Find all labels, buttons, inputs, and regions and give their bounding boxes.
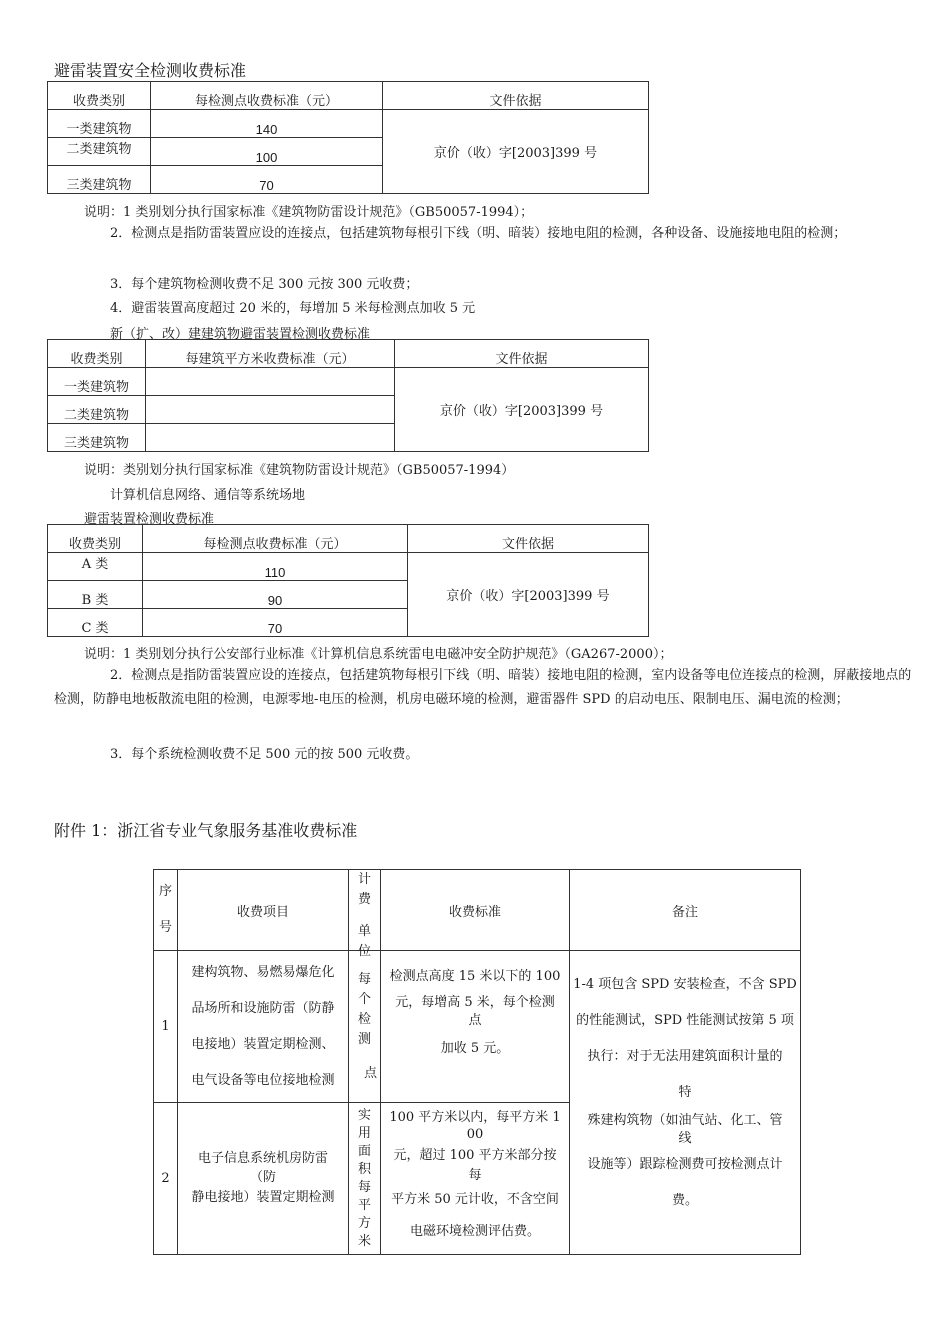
note-4: 4．避雷装置高度超过 20 米的，每增加 5 米每检测点加收 5 元 (110, 301, 476, 316)
row-item (178, 951, 349, 1103)
header-fee: 每建筑平方米收费标准（元） (146, 340, 395, 368)
item-line: 电气设备等电位接地检测 (191, 1072, 335, 1088)
unit-char: 每 (357, 1180, 371, 1195)
item-line: 建构筑物、易燃易爆危化 (191, 964, 335, 980)
unit-char: 个 (357, 991, 371, 1007)
remark-line: 1-4 项包含 SPD 安装检查，不含 SPD (573, 977, 797, 992)
row-category: 三类建筑物 (48, 166, 151, 194)
row-fee (146, 424, 395, 452)
section3-note-3: 3．每个系统检测收费不足 500 元的按 500 元收费。 (110, 747, 419, 762)
note-3: 3．每个建筑物检测收费不足 300 元按 300 元收费； (110, 277, 419, 292)
unit-char: 积 (357, 1162, 371, 1177)
section3-note-1: 说明：1 类别划分执行公安部行业标准《计算机信息系统雷电电磁冲安全防护规范》（GA267-2000）； (84, 647, 673, 662)
row-category: A 类 (48, 553, 143, 581)
basis-cell: 京价（收）字[2003]399 号 (395, 368, 649, 452)
row-category: B 类 (48, 581, 143, 609)
unit-char: 平 (357, 1198, 371, 1213)
row-category: C 类 (48, 609, 143, 637)
remark-line: 费。 (671, 1193, 698, 1208)
section3-table (47, 524, 649, 637)
unit-char: 每 (357, 971, 371, 987)
header-unit-gap (349, 910, 380, 922)
section1-table (47, 81, 649, 194)
row-seq: 1 (154, 951, 178, 1103)
item-line: 电接地）装置定期检测、 (191, 1036, 335, 1052)
header-unit-char: 位 (357, 944, 371, 959)
appendix-title: 附件 1：浙江省专业气象服务基准收费标准 (54, 821, 358, 840)
unit-char: 测 (357, 1031, 371, 1047)
standard-line: 加收 5 元。 (440, 1041, 510, 1056)
unit-char: 检 (357, 1011, 371, 1027)
row-standard (381, 1103, 570, 1255)
header-seq-1: 序 (158, 884, 172, 899)
row-category: 二类建筑物 (48, 138, 151, 166)
header-item: 收费项目 (178, 870, 349, 951)
standard-line: 元，每增高 5 米，每个检测 (395, 995, 555, 1010)
header-basis: 文件依据 (395, 340, 649, 368)
row-seq: 2 (154, 1103, 178, 1255)
header-fee: 每检测点收费标准（元） (151, 82, 383, 110)
standard-line: 100 平方米以内，每平方米 1 (389, 1110, 561, 1125)
standard-line: 00 (466, 1127, 484, 1142)
standard-line: 电磁环境检测评估费。 (409, 1224, 540, 1239)
header-category: 收费类别 (48, 340, 146, 368)
remark-cell (570, 951, 801, 1255)
header-basis: 文件依据 (383, 82, 649, 110)
header-unit-char: 费 (357, 892, 371, 907)
row-standard (381, 951, 570, 1103)
remark-line: 线 (678, 1131, 692, 1146)
row-category: 二类建筑物 (48, 396, 146, 424)
row-unit (349, 951, 381, 1103)
remark-line: 特 (678, 1085, 692, 1100)
row-fee: 90 (143, 581, 408, 609)
header-remark: 备注 (570, 870, 801, 951)
row-fee: 140 (151, 110, 383, 138)
row-category: 一类建筑物 (48, 368, 146, 396)
section3-title-line1: 计算机信息网络、通信等系统场地 (110, 488, 306, 503)
header-seq-2: 号 (158, 920, 172, 935)
section1-title: 避雷装置安全检测收费标准 (54, 61, 247, 80)
note-1: 说明：1 类别划分执行国家标准《建筑物防雷设计规范》（GB50057-1994）； (84, 205, 534, 220)
section3-note-2: 2．检测点是指防雷装置应设的连接点，包括建筑物每根引下线（明、暗装）接地电阻的检测，室内设备等电位连接点的检测，屏蔽接地点的检测，防静电地板散流电阻的检测，电源零地-电压的检测，机房电磁环境的检测，避雷器件 SPD 的启动电压、限制电压、漏电流的检测； (54, 668, 912, 707)
header-standard: 收费标准 (381, 870, 570, 951)
row-fee: 70 (151, 166, 383, 194)
appendix-table (153, 869, 801, 1255)
row-fee: 110 (143, 553, 408, 581)
item-line: （防 (249, 1169, 276, 1185)
header-unit (349, 870, 381, 959)
note-2: 2．检测点是指防雷装置应设的连接点，包括建筑物每根引下线（明、暗装）接地电阻的检测，各种设备、设施接地电阻的检测； (110, 226, 847, 241)
basis-cell: 京价（收）字[2003]399 号 (383, 110, 649, 194)
basis-cell: 京价（收）字[2003]399 号 (408, 553, 649, 637)
unit-char: 米 (357, 1234, 371, 1249)
row-fee: 70 (143, 609, 408, 637)
header-unit-char: 单 (357, 924, 371, 939)
item-line: 静电接地）装置定期检测 (191, 1189, 335, 1205)
row-unit (349, 1103, 381, 1255)
standard-line: 检测点高度 15 米以下的 100 (389, 969, 561, 984)
unit-char: 点 (363, 1065, 377, 1081)
remark-line: 执行：对于无法用建筑面积计量的 (587, 1049, 783, 1064)
item-line: 品场所和设施防雷（防静 (191, 1000, 335, 1016)
standard-line: 每 (468, 1168, 482, 1183)
item-line: 电子信息系统机房防雷 (197, 1150, 328, 1166)
header-category: 收费类别 (48, 82, 151, 110)
row-category: 三类建筑物 (48, 424, 146, 452)
unit-char: 方 (357, 1216, 371, 1231)
unit-char: 用 (357, 1126, 371, 1141)
header-unit-char: 计 (357, 872, 371, 887)
standard-line: 元，超过 100 平方米部分按 (393, 1148, 557, 1163)
section2-table (47, 339, 649, 452)
section2-note: 说明：类别划分执行国家标准《建筑物防雷设计规范》（GB50057-1994） (84, 463, 515, 478)
row-item (178, 1103, 349, 1255)
row-category: 一类建筑物 (48, 110, 151, 138)
unit-char: 面 (357, 1144, 371, 1159)
standard-line: 点 (468, 1013, 482, 1028)
remark-line: 的性能测试，SPD 性能测试按第 5 项 (576, 1013, 794, 1028)
standard-line: 平方米 50 元计收，不含空间 (391, 1192, 559, 1207)
section3-title-line2: 避雷装置检测收费标准 (84, 512, 215, 527)
header-category: 收费类别 (48, 525, 143, 553)
row-fee: 100 (151, 138, 383, 166)
row-fee (146, 368, 395, 396)
unit-char: 实 (357, 1108, 371, 1123)
header-basis: 文件依据 (408, 525, 649, 553)
row-fee (146, 396, 395, 424)
remark-line: 设施等）跟踪检测费可按检测点计 (587, 1157, 783, 1172)
header-fee: 每检测点收费标准（元） (143, 525, 408, 553)
section2-title: 新（扩、改）建建筑物避雷装置检测收费标准 (110, 327, 371, 342)
header-seq (154, 870, 178, 951)
remark-line: 殊建构筑物（如油气站、化工、管 (587, 1113, 783, 1128)
